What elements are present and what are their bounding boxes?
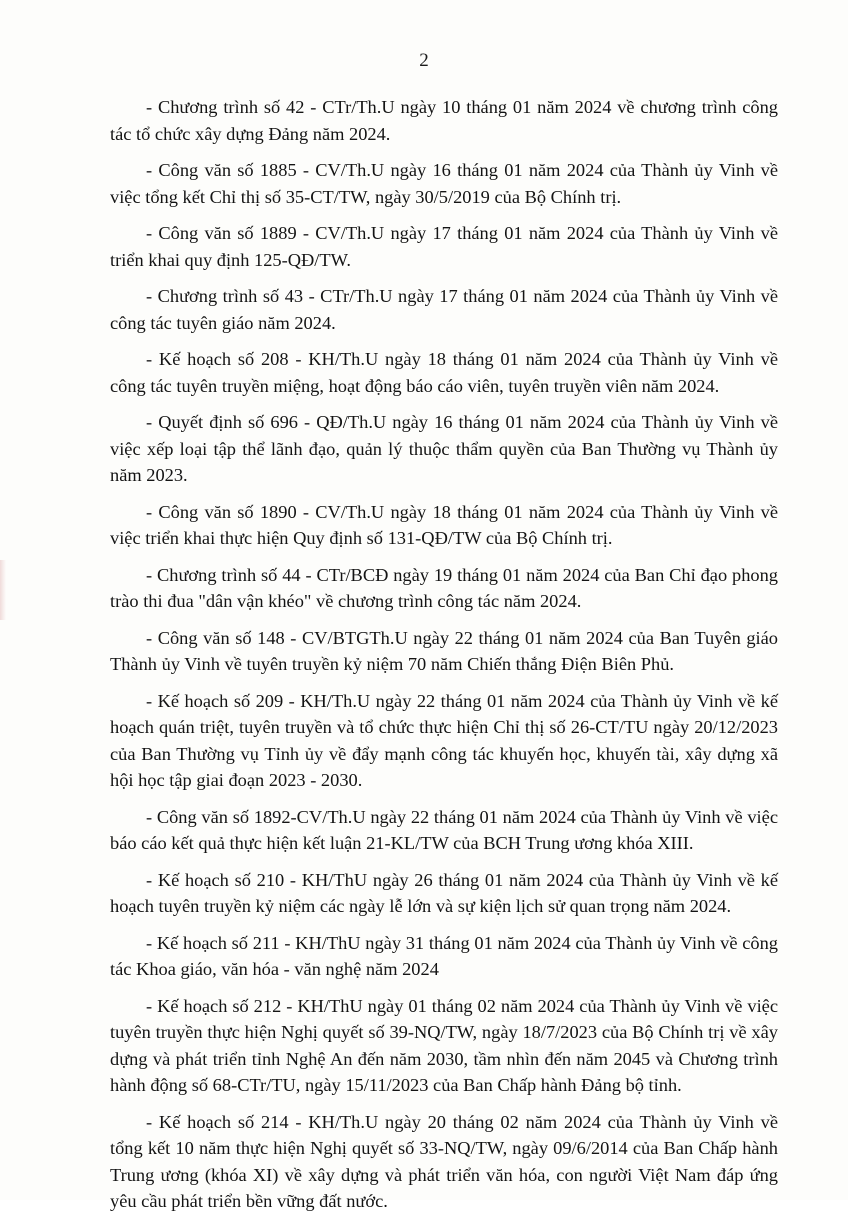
list-item: - Kế hoạch số 214 - KH/Th.U ngày 20 tháng 02 năm 2024 của Thành ủy Vinh về tổng kết 10 năm thực hiện Nghị quyết số 33-NQ/TW, ngày 09/6/2014 của Ban Chấp hành Trung ương (khóa XI) về xây dựng và phát triển văn hóa, con người Việt Nam đáp ứng yêu cầu phát triển bền vững đất nước. (110, 1111, 778, 1211)
list-item: - Kế hoạch số 211 - KH/ThU ngày 31 tháng 01 năm 2024 của Thành ủy Vinh về công tác Khoa giáo, văn hóa - văn nghệ năm 2024 (110, 932, 778, 979)
list-item: - Công văn số 1890 - CV/Th.U ngày 18 tháng 01 năm 2024 của Thành ủy Vinh về việc triển khai thực hiện Quy định số 131-QĐ/TW của Bộ Chính trị. (110, 501, 778, 548)
list-item: - Công văn số 1892-CV/Th.U ngày 22 tháng 01 năm 2024 của Thành ủy Vinh về việc báo cáo kết quả thực hiện kết luận 21-KL/TW của BCH Trung ương khóa XIII. (110, 806, 778, 853)
list-item: - Công văn số 1889 - CV/Th.U ngày 17 tháng 01 năm 2024 của Thành ủy Vinh về triển khai quy định 125-QĐ/TW. (110, 223, 778, 270)
list-item: - Chương trình số 42 - CTr/Th.U ngày 10 tháng 01 năm 2024 về chương trình công tác tổ chức xây dựng Đảng năm 2024. (110, 97, 778, 144)
page-number: 2 (419, 50, 429, 71)
list-item: - Kế hoạch số 209 - KH/Th.U ngày 22 tháng 01 năm 2024 của Thành ủy Vinh về kế hoạch quán triệt, tuyên truyền và tổ chức thực hiện Chỉ thị số 26-CT/TU ngày 20/12/2023 của Ban Thường vụ Tỉnh ủy về đẩy mạnh công tác khuyến học, khuyến tài, xây dựng xã hội học tập giai đoạn 2023 - 2030. (110, 690, 778, 790)
list-item: - Kế hoạch số 208 - KH/Th.U ngày 18 tháng 01 năm 2024 của Thành ủy Vinh về công tác tuyên truyền miệng, hoạt động báo cáo viên, tuyên truyền viên năm 2024. (110, 349, 778, 396)
document-body (110, 94, 778, 1225)
list-item: - Kế hoạch số 210 - KH/ThU ngày 26 tháng 01 năm 2024 của Thành ủy Vinh về kế hoạch tuyên truyền kỷ niệm các ngày lễ lớn và sự kiện lịch sử quan trọng năm 2024. (110, 869, 778, 916)
scan-edge-artifact (0, 560, 6, 620)
list-item: - Kế hoạch số 212 - KH/ThU ngày 01 tháng 02 năm 2024 của Thành ủy Vinh về việc tuyên truyền thực hiện Nghị quyết số 39-NQ/TW, ngày 18/7/2023 của Bộ Chính trị về xây dựng và phát triển tỉnh Nghệ An đến năm 2030, tầm nhìn đến năm 2045 và Chương trình hành động số 68-CTr/TU, ngày 15/11/2023 của Ban Chấp hành Đảng bộ tỉnh. (110, 995, 778, 1095)
list-item: - Quyết định số 696 - QĐ/Th.U ngày 16 tháng 01 năm 2024 của Thành ủy Vinh về việc xếp loại tập thể lãnh đạo, quản lý thuộc thẩm quyền của Ban Thường vụ Thành ủy năm 2023. (110, 412, 778, 485)
list-item: - Chương trình số 43 - CTr/Th.U ngày 17 tháng 01 năm 2024 của Thành ủy Vinh về công tác tuyên giáo năm 2024. (110, 286, 778, 333)
list-item: - Chương trình số 44 - CTr/BCĐ ngày 19 tháng 01 năm 2024 của Ban Chỉ đạo phong trào thi đua "dân vận khéo" về chương trình công tác năm 2024. (110, 564, 778, 611)
scan-artifact (800, 4, 840, 26)
list-item: - Công văn số 148 - CV/BTGTh.U ngày 22 tháng 01 năm 2024 của Ban Tuyên giáo Thành ủy Vinh về tuyên truyền kỷ niệm 70 năm Chiến thắng Điện Biên Phủ. (110, 627, 778, 674)
list-item: - Công văn số 1885 - CV/Th.U ngày 16 tháng 01 năm 2024 của Thành ủy Vinh về việc tổng kết Chỉ thị số 35-CT/TW, ngày 30/5/2019 của Bộ Chính trị. (110, 160, 778, 207)
